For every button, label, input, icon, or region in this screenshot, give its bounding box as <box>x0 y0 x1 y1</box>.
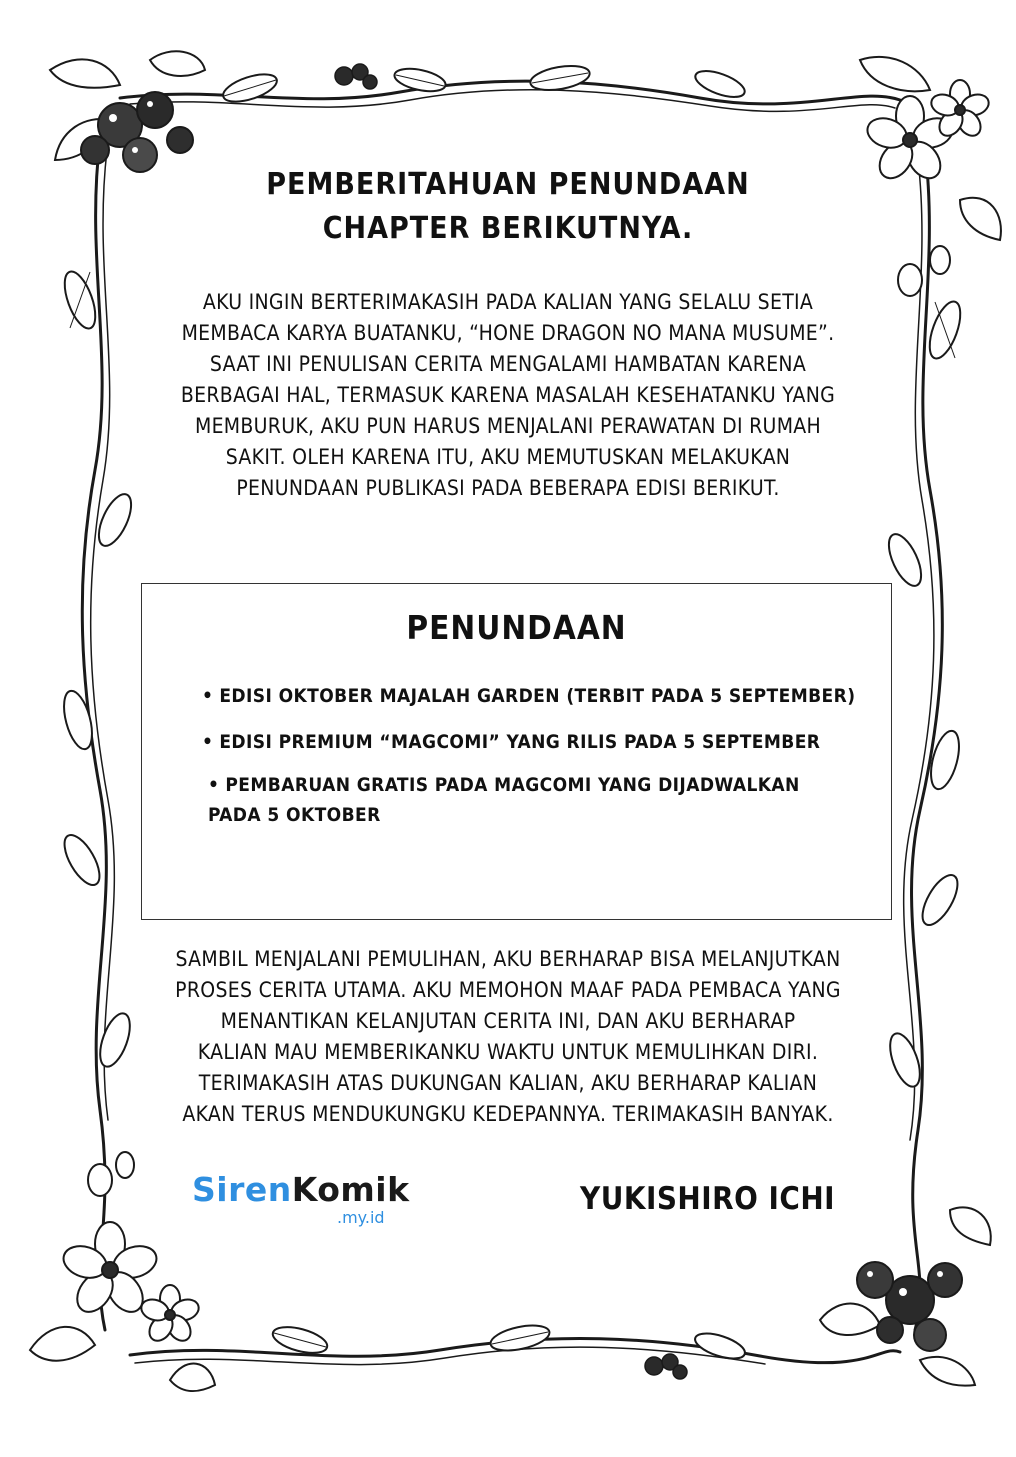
delay-box <box>141 583 892 920</box>
title-line-1: PEMBERITAHUAN PENUNDAAN <box>266 167 750 202</box>
author-signature: YUKISHIRO ICHI <box>580 1181 836 1217</box>
delay-item-text: EDISI OKTOBER MAJALAH GARDEN (TERBIT PADA 5 SEPTEMBER) <box>219 685 856 707</box>
delay-item <box>202 681 855 711</box>
watermark-siren: Siren <box>192 1170 292 1209</box>
bullet: • <box>202 731 214 753</box>
page-title <box>0 163 1016 251</box>
intro-line: SAKIT. OLEH KARENA ITU, AKU MEMUTUSKAN MELAKUKAN <box>225 445 791 469</box>
closing-line: AKAN TERUS MENDUKUNGKU KEDEPANNYA. TERIMAKASIH BANYAK. <box>182 1102 834 1126</box>
closing-paragraph <box>120 944 896 1130</box>
title-line-2: CHAPTER BERIKUTNYA. <box>322 211 694 246</box>
bullet: • <box>208 774 220 796</box>
closing-line: KALIAN MAU MEMBERIKANKU WAKTU UNTUK MEMULIHKAN DIRI. <box>197 1040 819 1064</box>
intro-line: AKU INGIN BERTERIMAKASIH PADA KALIAN YANG SELALU SETIA <box>202 290 814 314</box>
intro-line: PENUNDAAN PUBLIKASI PADA BEBERAPA EDISI BERIKUT. <box>236 476 780 500</box>
delay-item-text-continued: PADA 5 OKTOBER <box>208 804 381 826</box>
intro-line: SAAT INI PENULISAN CERITA MENGALAMI HAMBATAN KARENA <box>209 352 807 376</box>
delay-item <box>202 727 820 757</box>
intro-paragraph <box>120 287 896 504</box>
intro-line: MEMBURUK, AKU PUN HARUS MENJALANI PERAWATAN DI RUMAH <box>194 414 822 438</box>
closing-line: SAMBIL MENJALANI PEMULIHAN, AKU BERHARAP BISA MELANJUTKAN <box>175 947 841 971</box>
delay-item-text: EDISI PREMIUM “MAGCOMI” YANG RILIS PADA 5 SEPTEMBER <box>219 731 821 753</box>
watermark-text <box>192 1170 442 1210</box>
bullet: • <box>202 685 214 707</box>
closing-line: MENANTIKAN KELANJUTAN CERITA INI, DAN AKU BERHARAP <box>220 1009 796 1033</box>
closing-line: TERIMAKASIH ATAS DUKUNGAN KALIAN, AKU BERHARAP KALIAN <box>198 1071 818 1095</box>
sirenkomik-watermark <box>192 1170 442 1234</box>
intro-line: MEMBACA KARYA BUATANKU, “HONE DRAGON NO MANA MUSUME”. <box>181 321 835 345</box>
berry-cluster-icon <box>330 58 380 94</box>
closing-line: PROSES CERITA UTAMA. AKU MEMOHON MAAF PADA PEMBACA YANG <box>175 978 841 1002</box>
berry-cluster-icon <box>640 1348 690 1384</box>
berry-cluster-icon <box>800 1190 1000 1390</box>
delay-item-text: PEMBARUAN GRATIS PADA MAGCOMI YANG DIJADWALKAN <box>225 774 800 796</box>
delay-heading: PENUNDAAN <box>406 608 627 647</box>
watermark-komik: Komik <box>291 1170 410 1209</box>
delay-item <box>208 770 800 830</box>
watermark-domain: .my.id <box>337 1208 385 1227</box>
intro-line: BERBAGAI HAL, TERMASUK KARENA MASALAH KESEHATANKU YANG <box>180 383 836 407</box>
flower-cluster-icon <box>20 1150 220 1400</box>
